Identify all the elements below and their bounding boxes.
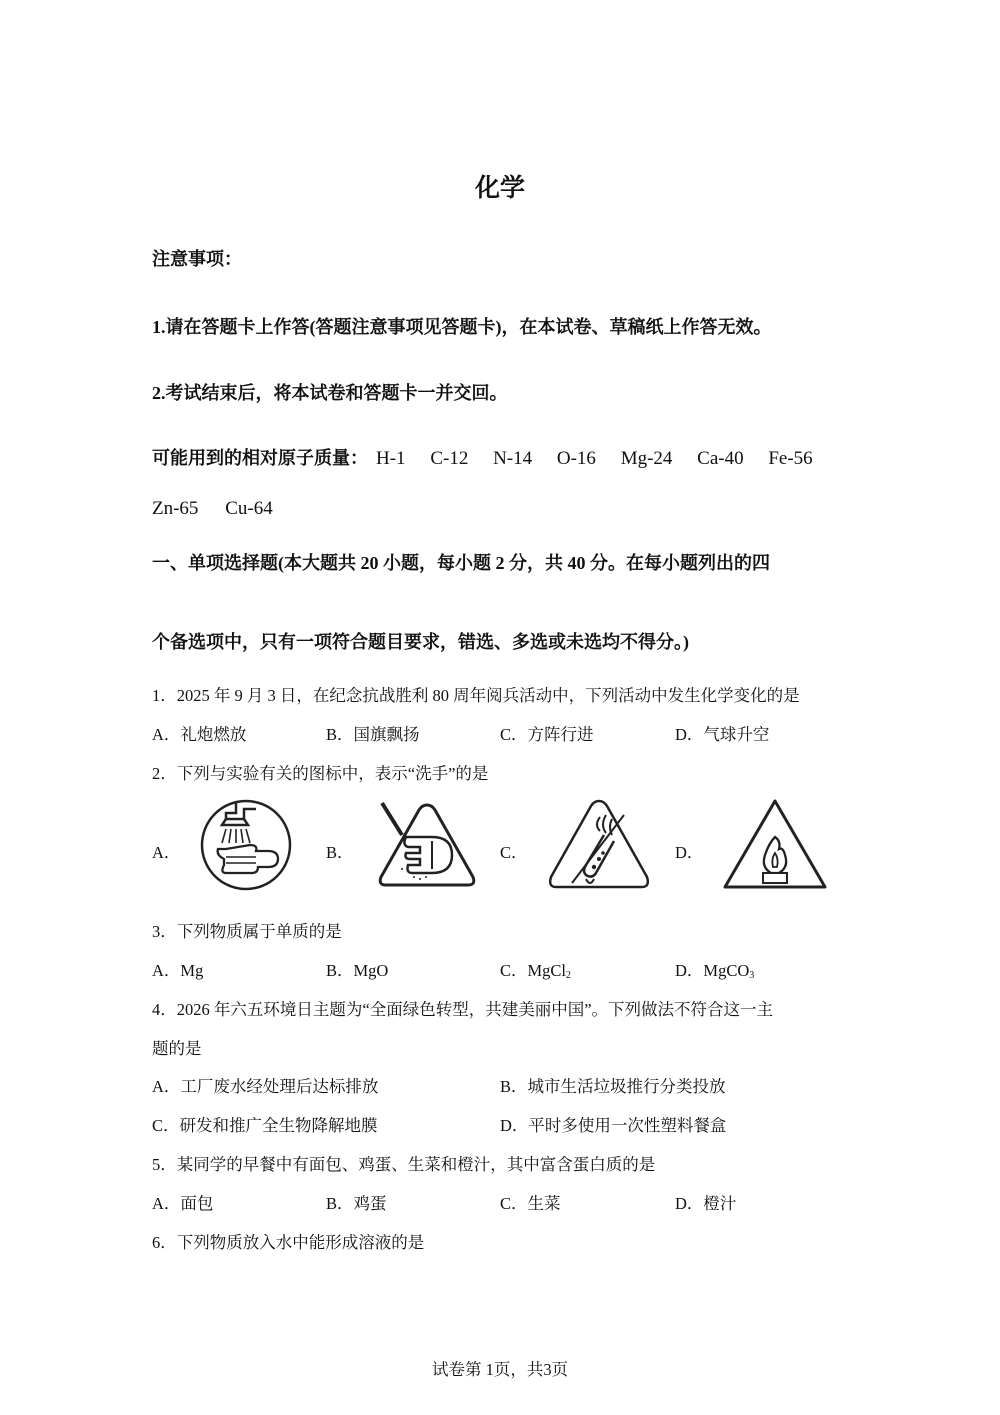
q2-option-b-label: B． bbox=[326, 843, 354, 862]
notice-item-2: 2.考试结束后，将本试卷和答题卡一并交回。 bbox=[152, 383, 508, 403]
q5-option-a: A．面包 bbox=[152, 1194, 214, 1213]
section-heading-line-1: 一、单项选择题(本大题共 20 小题，每小题 2 分，共 40 分。在每小题列出的四 bbox=[152, 553, 770, 573]
q3-option-c bbox=[500, 957, 571, 981]
q5-option-c: C．生菜 bbox=[500, 1194, 561, 1213]
notice-heading: 注意事项： bbox=[152, 249, 242, 269]
subscript: 2 bbox=[566, 970, 572, 981]
question-5-stem: 5．某同学的早餐中有面包、鸡蛋、生菜和橙汁，其中富含蛋白质的是 bbox=[152, 1155, 656, 1174]
question-3-stem: 3．下列物质属于单质的是 bbox=[152, 922, 342, 941]
q1-option-b: B．国旗飘扬 bbox=[326, 725, 420, 744]
flammable-flame-icon bbox=[721, 797, 829, 891]
atomic-mass-value: Fe-56 bbox=[768, 448, 813, 469]
q3-option-b: B．MgO bbox=[326, 961, 389, 980]
notice-item-1: 1.请在答题卡上作答(答题注意事项见答题卡)，在本试卷、草稿纸上作答无效。 bbox=[152, 317, 772, 337]
q2-option-a-label: A． bbox=[152, 843, 181, 862]
question-4-stem-line-2: 题的是 bbox=[152, 1039, 202, 1058]
atomic-mass-value: C-12 bbox=[430, 448, 469, 469]
q2-option-d-label: D． bbox=[675, 843, 704, 862]
q3-option-d-text: D．MgCO bbox=[675, 961, 750, 980]
q1-option-a: A．礼炮燃放 bbox=[152, 725, 247, 744]
subscript: 3 bbox=[749, 970, 755, 981]
atomic-mass-value: H-1 bbox=[376, 448, 406, 469]
q4-option-c: C．研发和推广全生物降解地膜 bbox=[152, 1116, 378, 1135]
q3-option-a: A．Mg bbox=[152, 961, 204, 980]
q5-option-d: D．橙汁 bbox=[675, 1194, 737, 1213]
atomic-mass-value: Cu-64 bbox=[225, 498, 273, 519]
atomic-mass-line-1 bbox=[152, 444, 813, 470]
q4-option-d: D．平时多使用一次性塑料餐盒 bbox=[500, 1116, 727, 1135]
question-1-stem: 1．2025 年 9 月 3 日，在纪念抗战胜利 80 周年阅兵活动中，下列活动中发生化学变化的是 bbox=[152, 686, 800, 705]
q4-option-a: A．工厂废水经处理后达标排放 bbox=[152, 1077, 379, 1096]
atomic-mass-label: 可能用到的相对原子质量： bbox=[152, 448, 368, 468]
question-6-stem: 6．下列物质放入水中能形成溶液的是 bbox=[152, 1233, 425, 1252]
atomic-mass-value: Zn-65 bbox=[152, 498, 199, 519]
q1-option-c: C．方阵行进 bbox=[500, 725, 594, 744]
q3-option-c-text: C．MgCl bbox=[500, 961, 567, 980]
q1-option-d: D．气球升空 bbox=[675, 725, 770, 744]
atomic-mass-line-2 bbox=[152, 498, 273, 520]
page-footer: 试卷第 1页，共3页 bbox=[431, 1360, 569, 1379]
atomic-mass-value: Ca-40 bbox=[697, 448, 744, 469]
atomic-mass-value: N-14 bbox=[493, 448, 533, 469]
question-2-stem: 2．下列与实验有关的图标中，表示“洗手”的是 bbox=[152, 764, 489, 783]
page-title: 化学 bbox=[474, 173, 525, 202]
atomic-mass-value: O-16 bbox=[556, 448, 596, 469]
atomic-mass-value: Mg-24 bbox=[620, 448, 673, 469]
q4-option-b: B．城市生活垃圾推行分类投放 bbox=[500, 1077, 726, 1096]
question-4-stem-line-1: 4．2026 年六五环境日主题为“全面绿色转型，共建美丽中国”。下列做法不符合这一主 bbox=[152, 1000, 774, 1019]
q3-option-d bbox=[675, 957, 754, 981]
hand-pointer-hazard-icon bbox=[376, 801, 478, 889]
q2-option-c-label: C． bbox=[500, 843, 528, 862]
heating-test-tube-icon bbox=[544, 797, 654, 893]
q5-option-b: B．鸡蛋 bbox=[326, 1194, 387, 1213]
wash-hands-icon bbox=[196, 799, 296, 891]
section-heading-line-2: 个备选项中，只有一项符合题目要求，错选、多选或未选均不得分。) bbox=[152, 632, 689, 652]
